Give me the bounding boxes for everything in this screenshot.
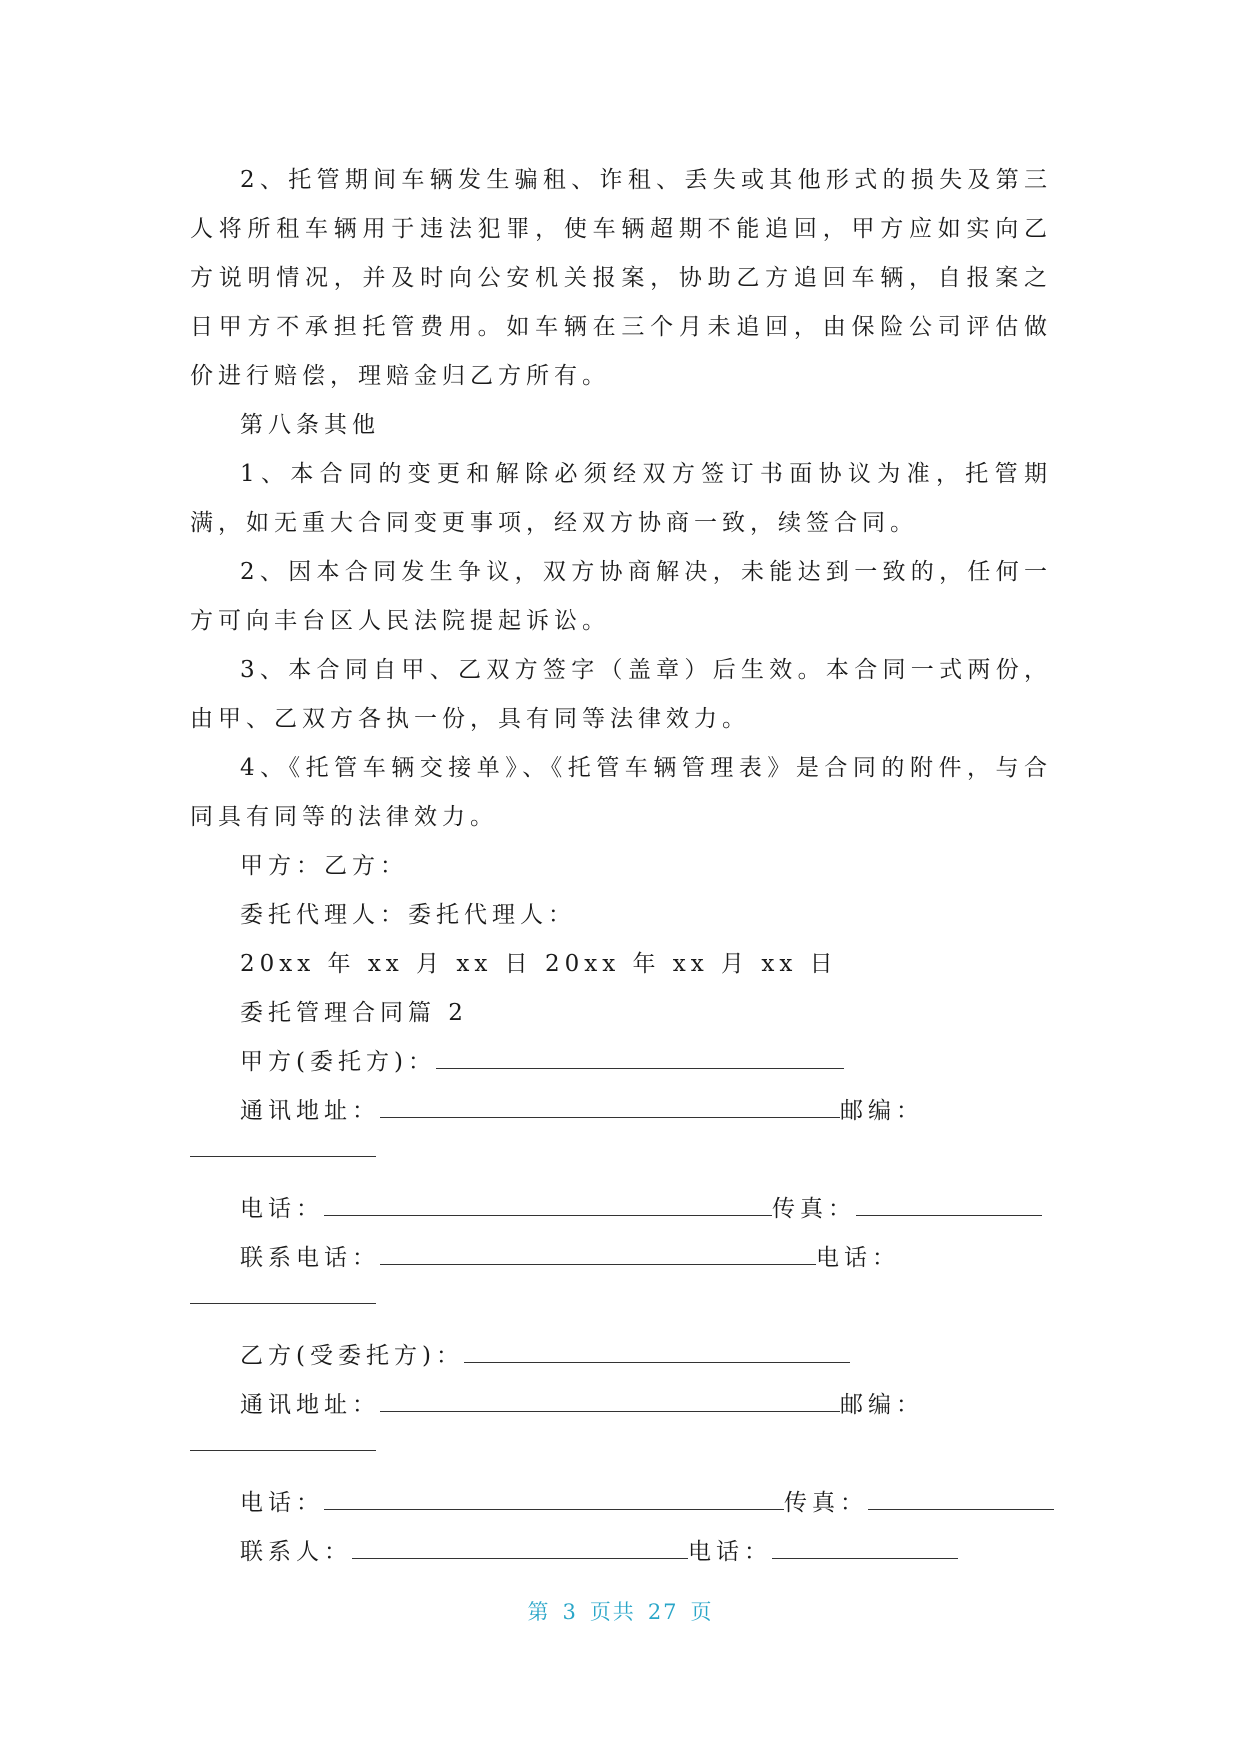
phone-blank-row [190, 1283, 1052, 1332]
fax-label: 传真： [784, 1490, 868, 1516]
postcode-blank-row [190, 1430, 1052, 1479]
phone-blank[interactable] [190, 1283, 376, 1304]
postcode-label: 邮编： [840, 1098, 924, 1124]
paragraph-amendment: 1、本合同的变更和解除必须经双方签订书面协议为准，托管期满，如无重大合同变更事项，经双方协商一致，续签合同。 [190, 461, 1052, 536]
phone-label: 电话： [816, 1245, 900, 1271]
page-current: 3 [562, 1600, 578, 1624]
page-total: 27 [647, 1600, 679, 1624]
phone-label: 电话： [240, 1490, 324, 1516]
address-blank[interactable] [380, 1097, 840, 1118]
postcode-blank[interactable] [190, 1430, 376, 1451]
paragraph-attachments: 4、《托管车辆交接单》、《托管车辆管理表》是合同的附件，与合同具有同等的法律效力。 [190, 755, 1052, 830]
page-prefix: 第 [527, 1600, 551, 1624]
phone-blank[interactable] [324, 1489, 784, 1510]
fax-label: 传真： [772, 1196, 856, 1222]
postcode-blank-row [190, 1136, 1052, 1185]
postcode-label: 邮编： [840, 1392, 924, 1418]
signature-dates: 20xx 年 xx 月 xx 日 20xx 年 xx 月 xx 日 [240, 951, 838, 977]
contact-label: 联系人： [240, 1539, 352, 1565]
fax-blank[interactable] [868, 1489, 1054, 1510]
signature-parties: 甲方：乙方： [240, 853, 408, 879]
signature-agents: 委托代理人：委托代理人： [240, 902, 576, 928]
page-footer [0, 1596, 1241, 1626]
paragraph-effective: 3、本合同自甲、乙双方签字（盖章）后生效。本合同一式两份，由甲、乙双方各执一份，具有同等法律效力。 [190, 657, 1052, 732]
contact-phone-label: 联系电话： [240, 1245, 380, 1271]
party-b-line [190, 1332, 1052, 1381]
page-suffix: 页 [690, 1600, 714, 1624]
phone-blank[interactable] [324, 1195, 772, 1216]
page-mid: 页共 [589, 1600, 636, 1624]
paragraph-dispute: 2、因本合同发生争议，双方协商解决，未能达到一致的，任何一方可向丰台区人民法院提起诉讼。 [190, 559, 1052, 634]
party-a-contact-phone-line [190, 1234, 1052, 1283]
contact-blank[interactable] [352, 1538, 688, 1559]
postcode-blank[interactable] [190, 1136, 376, 1157]
fax-blank[interactable] [856, 1195, 1042, 1216]
section-heading-other: 第八条其他 [240, 412, 380, 438]
party-a-label: 甲方(委托方)： [240, 1049, 436, 1075]
party-a-line [190, 1038, 1052, 1087]
party-a-phone-line [190, 1185, 1052, 1234]
address-blank[interactable] [380, 1391, 840, 1412]
phone-label: 电话： [240, 1196, 324, 1222]
phone-label: 电话： [688, 1539, 772, 1565]
party-a-address-line [190, 1087, 1052, 1136]
contact-phone-blank[interactable] [380, 1244, 816, 1265]
paragraph-loss-clause: 2、托管期间车辆发生骗租、诈租、丢失或其他形式的损失及第三人将所租车辆用于违法犯罪，使车辆超期不能追回，甲方应如实向乙方说明情况，并及时向公安机关报案，协助乙方追回车辆，自报案之日甲方不承担托管费用。如车辆在三个月未追回，由保险公司评估做价进行赔偿，理赔金归乙方所有。 [190, 167, 1052, 389]
address-label: 通讯地址： [240, 1392, 380, 1418]
party-a-blank[interactable] [436, 1048, 844, 1069]
party-b-label: 乙方(受委托方)： [240, 1343, 464, 1369]
phone-blank[interactable] [772, 1538, 958, 1559]
party-b-phone-line [190, 1479, 1052, 1528]
address-label: 通讯地址： [240, 1098, 380, 1124]
contract-title-2: 委托管理合同篇 2 [240, 1000, 468, 1026]
party-b-blank[interactable] [464, 1342, 850, 1363]
document-body [190, 156, 1052, 1577]
party-b-contact-line [190, 1528, 1052, 1577]
party-b-address-line [190, 1381, 1052, 1430]
